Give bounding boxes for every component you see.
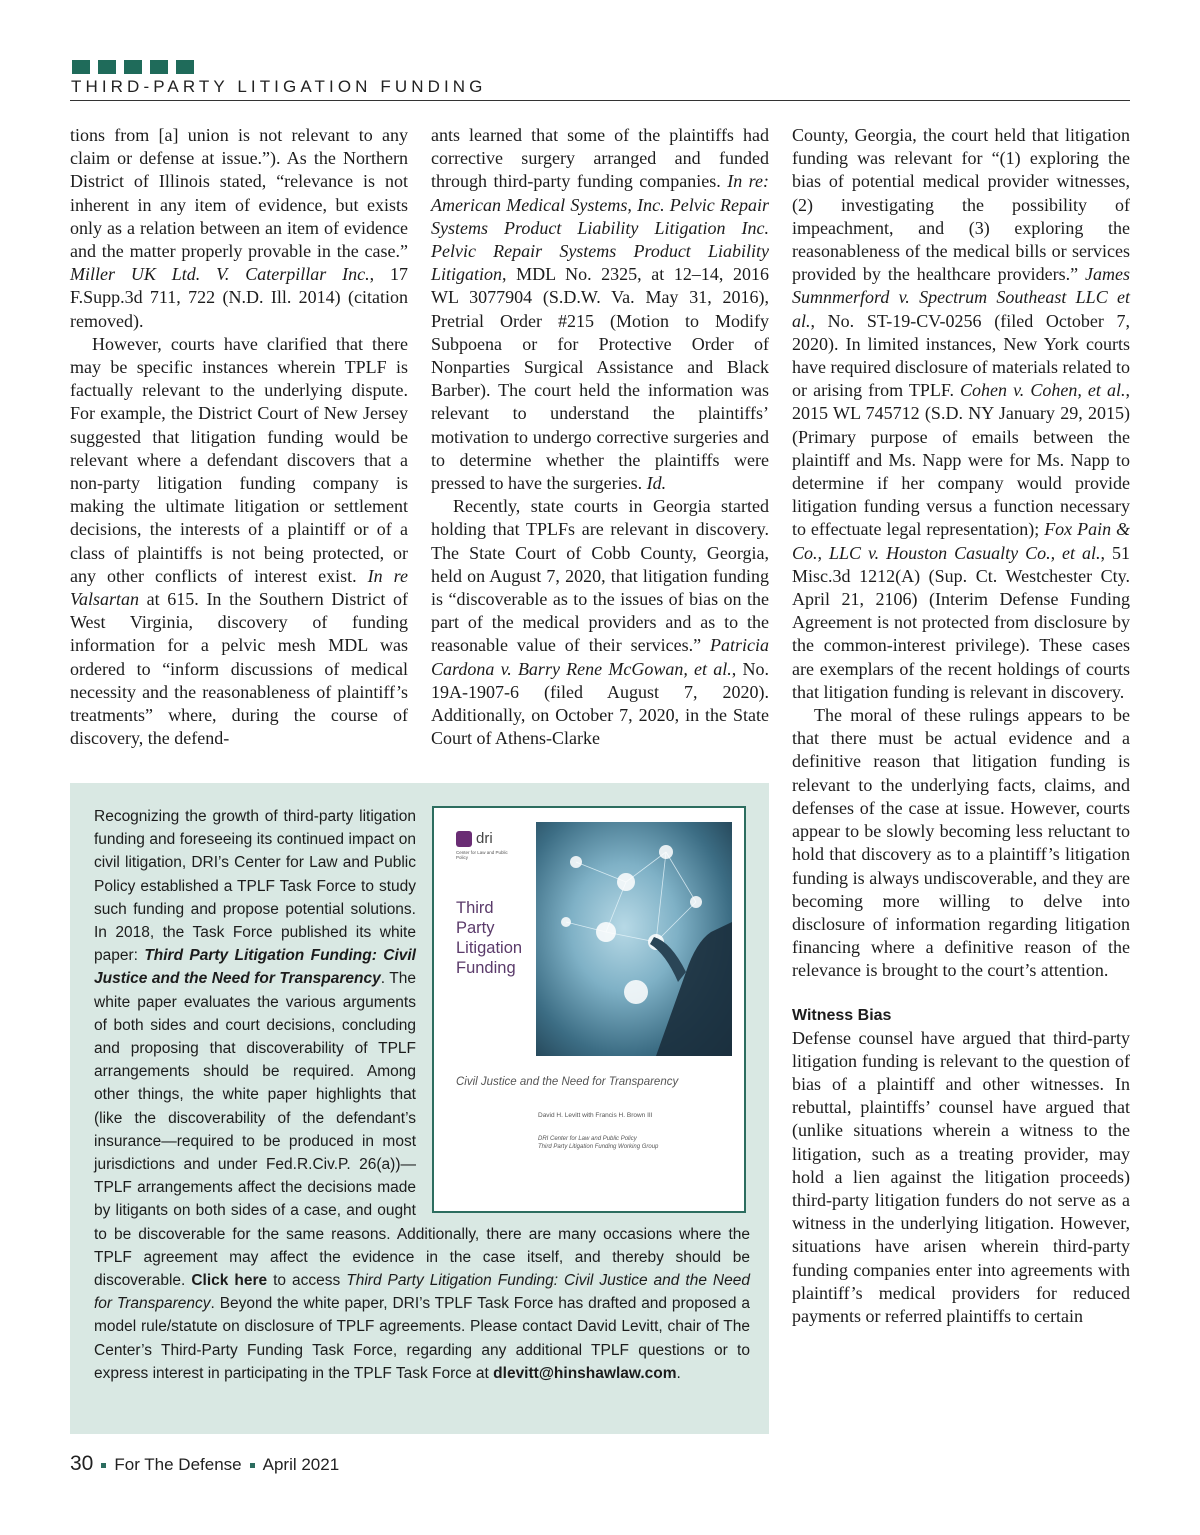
text-run: Id. (646, 473, 667, 494)
paragraph (431, 495, 769, 750)
dri-logo-mark (456, 831, 472, 847)
dri-logo-subtitle: Center for Law and Public Policy (456, 850, 508, 860)
page-footer (70, 1452, 339, 1476)
paragraph (792, 124, 1130, 704)
text-run: In re: American Medical Systems, Inc. Pelvic Repair Systems Product Liability Litigation Inc. Pelvic Repair Systems Product Liability Litigation (431, 171, 769, 285)
cover-title-line: Third (456, 899, 494, 917)
header-squares-decoration (72, 60, 194, 74)
text-run: County, Georgia, the court held that litigation funding was relevant for “(1) exploring the bias of potential medical provider witnesses, (2) investigating the possibility of impeachment, and (3) exploring the reasonableness of the medical bills or services provided by the healthcare providers.” (792, 125, 1130, 285)
text-run: tions from [a] union is not relevant to any claim or defense at issue.”). As the Northern District of Illinois stated, “relevance is not inherent in any item of evidence, but exists only as a relation between an item of evidence and the matter properly provable in the case.” (70, 125, 408, 262)
paragraph (431, 124, 769, 495)
paragraph (792, 704, 1130, 982)
text-run: . The white paper evaluates the various arguments of both sides and court decisions, concluding and proposing that discoverability of TPLF arrangements should be required. Among other things, the white paper highlights that (like the discoverability of the defendant’s insurance—required to be produced in most jurisdictions and under Fed.R.Civ.P. 26(a))—TPLF arrangements affect the decisions made by litigants on both sides of a case, and ought to be discoverable for the same reasons. Additionally, there are many occasions where the TPLF agreement may affect the evidence in the case itself, and thereby should be discoverable. (94, 970, 750, 1290)
text-run: , 2015 WL 745712 (S.D. NY January 29, 2015) (Primary purpose of emails between the plaintiff and Ms. Napp were for Ms. Napp to determine if her company would provide litigation funding versus a function necessary to effectuate legal representation); (792, 380, 1131, 540)
publication-name: For The Defense (114, 1455, 242, 1474)
cover-title-line: Funding (456, 959, 516, 977)
text-run: . (676, 1364, 681, 1382)
text-run: Recognizing the growth of third-party litigation funding and foreseeing its continued impact on civil litigation, DRI’s Center for Law and Public Policy established a TPLF Task Force to study such funding and propose potential solutions. In 2018, the Task Force published its white paper: (94, 808, 416, 965)
cover-author: David H. Levitt with Francis H. Brown III (538, 1112, 653, 1119)
white-paper-cover[interactable] (432, 806, 746, 1213)
text-run: . Beyond the white paper, DRI’s TPLF Task Force has drafted and proposed a model rule/statute on disclosure of TPLF agreements. Please contact David Levitt, chair of The Center’s Third-Party Funding Task Force, regarding any additional TPLF questions or to express interest in participating in the TPLF Task Force at (94, 1295, 750, 1382)
text-run: James Sumnmerford v. Spectrum Southeast LLC et al. (792, 264, 1130, 331)
dri-logo-text: dri (476, 830, 493, 847)
cover-group-line: Third Party Litigation Funding Working Group (538, 1144, 659, 1150)
text-run: Third Party Litigation Funding: Civil Justice and the Need for Transparency (94, 947, 416, 988)
text-run: In re Valsartan (70, 565, 408, 610)
text-run: The moral of these rulings appears to be that there must be actual evidence and a definitive reason that litigation funding is relevant to the underlying facts, claims, and defenses of the case at issue. However, courts appear to be slowly becoming less reluctant to hold that discovery as to a plaintiff’s litigation funding is always undiscoverable, and they are becoming more willing to delve into disclosure of information regarding litigation financing where a definitive reason of the relevance is brought to the court’s attention. (792, 705, 1130, 981)
cover-subtitle: Civil Justice and the Need for Transparency (456, 1076, 679, 1088)
text-link[interactable]: Click here (191, 1272, 268, 1290)
text-run: Defense counsel have argued that third-party litigation funding is relevant to the question of bias of a plaintiff and other witnesses. In rebuttal, plaintiffs’ counsel have argued that (unlike situations wherein a witness to the litigation, such as a treating provider, may hold a lien against the litigation proceeds) third-party litigation funders do not serve as a witness in the underlying litigation. However, situations have arisen wherein third-party funding companies enter into agreements with plaintiff’s medical providers for reduced payments or referred plaintiffs to certain (792, 1027, 1130, 1326)
section-title: THIRD-PARTY LITIGATION FUNDING (71, 77, 487, 96)
dri-logo (456, 830, 493, 847)
text-run: Recently, state courts in Georgia started holding that TPLFs are relevant in discovery. The State Court of Cobb County, Georgia, held on August 7, 2020, that litigation funding is “discoverable as to the issues of bias on the part of the medical providers and as to the reasonable value of their services.” (431, 496, 769, 656)
section-heading-witness-bias: Witness Bias (792, 1006, 892, 1024)
bullet-icon (250, 1463, 255, 1468)
text-run: Miller UK Ltd. V. Caterpillar Inc. (70, 264, 370, 285)
text-run: Third Party Litigation Funding: Civil Justice and the Need for Transparency (94, 1272, 750, 1313)
text-run: Cohen v. Cohen, et al. (960, 380, 1126, 401)
text-run: Patricia Cardona v. Barry Rene McGowan, et al. (431, 635, 769, 679)
text-run: However, courts have clarified that there may be specific instances wherein TPLF is factually relevant to the underlying dispute. For example, the District Court of New Jersey suggested that litigation funding would be relevant where a defendant discovers that a non-party litigation funding company is making the ultimate litigation or settlement decisions, the interests of a plaintiff or of a class of plaintiffs is not being protected, or any other conflicts of interest exist. (70, 333, 408, 586)
text-link[interactable]: dlevitt@hinshawlaw.com (493, 1364, 677, 1382)
cover-title-line: Litigation (456, 939, 523, 957)
text-run: Fox Pain & Co., LLC v. Houston Casualty Co., et al. (792, 519, 1130, 563)
text-run: , 51 Misc.3d 1212(A) (Sup. Ct. Westchester Cty. April 21, 2106) (Interim Defense Funding Agreement is not protected from disclosure by the common-interest privilege). These cases are exemplars of the recent holdings of courts that litigation funding is relevant in discovery. (792, 542, 1130, 702)
cover-group (538, 1135, 658, 1151)
hand-touching-network-icon (536, 822, 732, 1056)
cover-title (456, 898, 522, 978)
text-run: , No. 19A-1907-6 (filed August 7, 2020). Additionally, on October 7, 2020, in the State Court of Athens-Clarke (431, 658, 770, 749)
column-1 (70, 124, 408, 750)
issue-date: April 2021 (262, 1455, 340, 1474)
text-run: ants learned that some of the plaintiffs had corrective surgery arranged and funded through third-party funding companies. (431, 125, 769, 192)
header-rule (70, 100, 1130, 101)
column-3 (792, 124, 1130, 1328)
cover-group-line: DRI Center for Law and Public Policy (538, 1136, 637, 1142)
text-run: , MDL No. 2325, at 12–14, 2016 WL 3077904 (S.D.W. Va. May 31, 2016), Pretrial Order #215 (Motion to Modify Subpoena or for Protective Order of Nonparties Surgical Assistance and Black Barber). The court held the information was relevant to understand the plaintiffs’ motivation to undergo corrective surgeries and to determine whether the plaintiffs were pressed to have the surgeries. (431, 264, 769, 494)
paragraph (70, 333, 408, 751)
text-run: to access (267, 1272, 347, 1290)
paragraph (792, 1027, 1130, 1329)
text-run: at 615. In the Southern District of West Virginia, discovery of funding information for a pelvic mesh MDL was ordered to “inform discussions of medical necessity and the reasonableness of plaintiff’s treatments” where, during the course of discovery, the defend- (70, 589, 408, 749)
cover-title-line: Party (456, 919, 495, 937)
page-number: 30 (70, 1452, 94, 1475)
bullet-icon (101, 1463, 106, 1468)
text-run: , No. ST-19-CV-0256 (filed October 7, 2020). In limited instances, New York courts have required disclosure of materials related to or arising from TPLF. (792, 310, 1130, 401)
text-run: , 17 F.Supp.3d 711, 722 (N.D. Ill. 2014) (citation removed). (70, 264, 408, 331)
column-2 (431, 124, 769, 750)
paragraph (70, 124, 408, 333)
